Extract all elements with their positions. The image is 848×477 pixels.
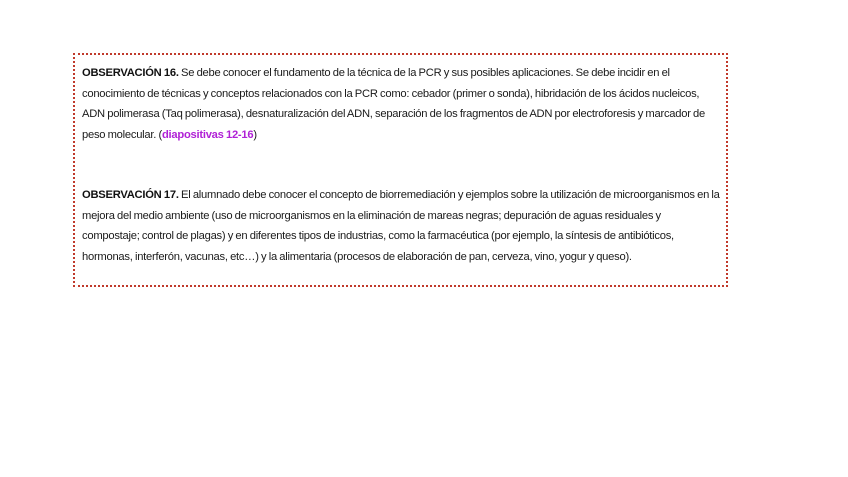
observation-16-text: Se debe conocer el fundamento de la técnica de la PCR y sus posibles aplicaciones. Se debe incidir en el conocimiento de técnicas y conceptos relacionados con la PCR como: cebador (primer o sonda), hibridación de los ácidos nucleicos, ADN polimerasa (Taq polimerasa), desnaturalización del ADN, separación de los fragmentos de ADN por electroforesis y marcador de peso molecular. ( <box>82 67 705 141</box>
observation-17-paragraph <box>82 185 720 267</box>
observation-16-paragraph <box>82 63 720 145</box>
observation-16-title: OBSERVACIÓN 16. <box>82 67 179 79</box>
observation-16-closing: ) <box>253 128 257 141</box>
observation-17-title: OBSERVACIÓN 17. <box>82 189 179 201</box>
observation-17-text: El alumnado debe conocer el concepto de biorremediación y ejemplos sobre la utilización de microorganismos en la mejora del medio ambiente (uso de microorganismos en la eliminación de mareas negras; depuración de aguas residuales y compostaje; control de plagas) y en diferentes tipos de industrias, como la farmacéutica (por ejemplo, la síntesis de antibióticos, hormonas, interferón, vacunas, etc…) y la alimentaria (procesos de elaboración de pan, cerveza, vino, yogur y queso). <box>82 189 720 263</box>
observations-box <box>73 53 728 287</box>
slides-reference-link[interactable]: diapositivas 12-16 <box>161 128 254 141</box>
